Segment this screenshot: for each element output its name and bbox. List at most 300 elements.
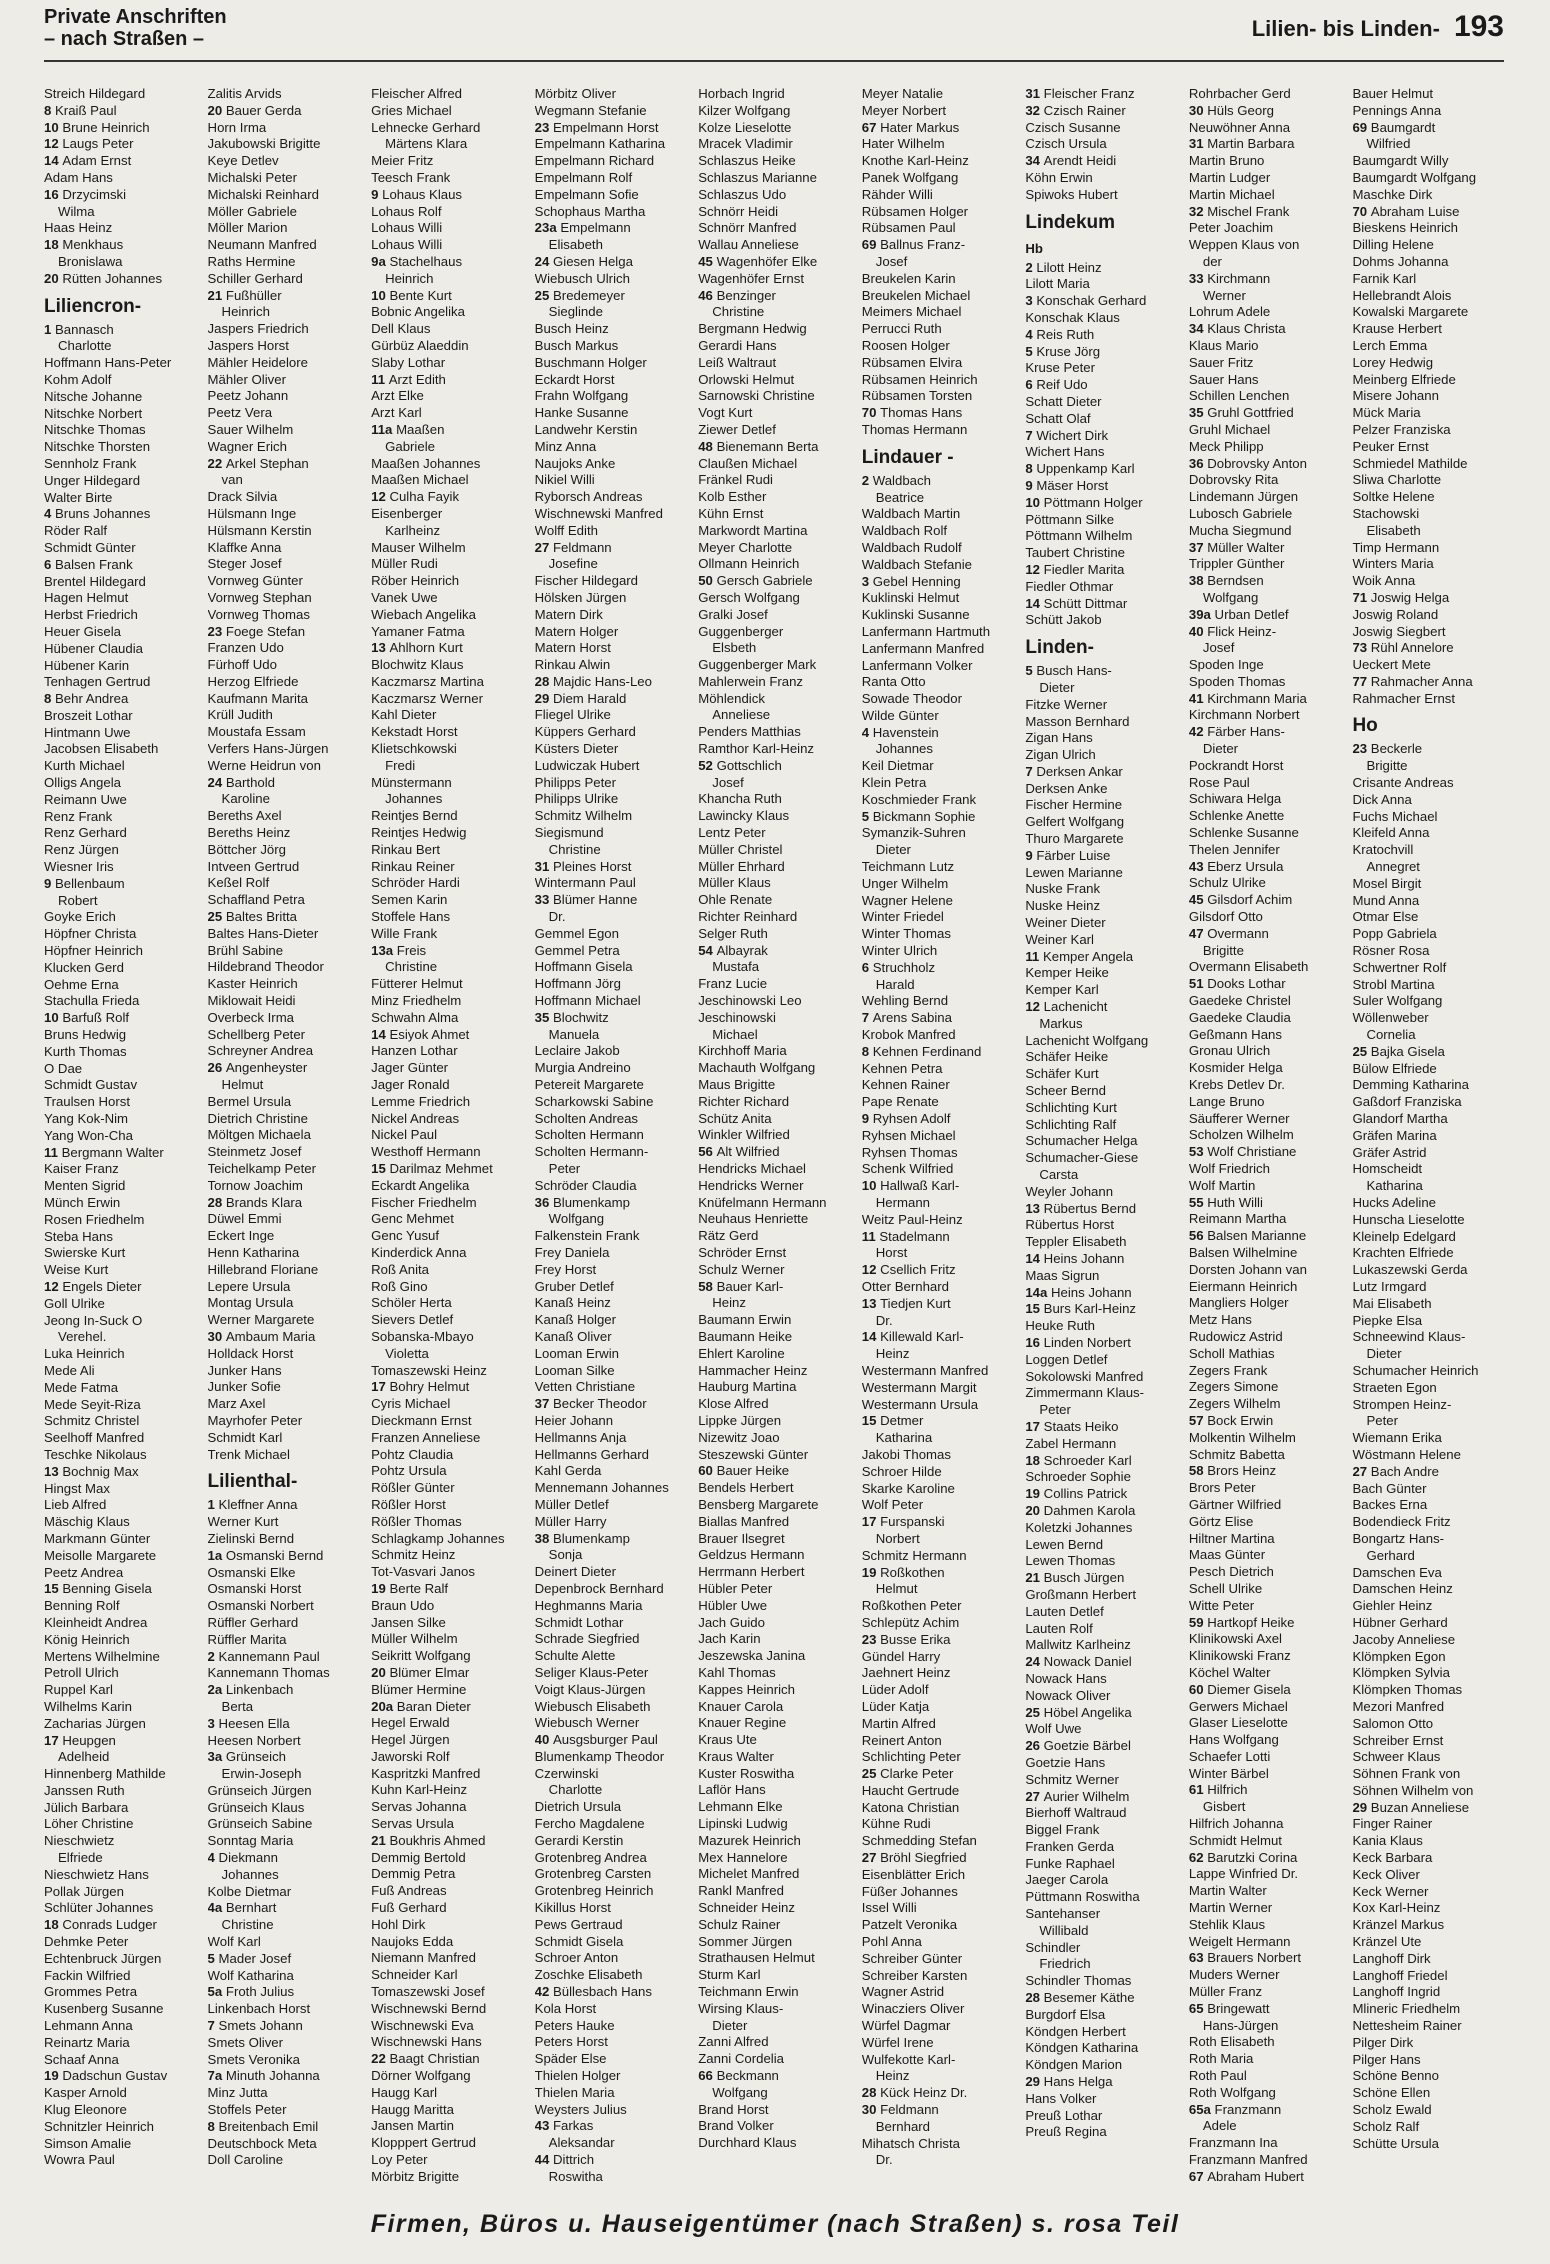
resident-name: Zigan Hans — [1025, 730, 1093, 746]
directory-entry — [1352, 1917, 1504, 1934]
resident-name: Sarnowski Christine — [698, 388, 815, 404]
directory-entry — [1189, 1060, 1341, 1077]
directory-entry — [698, 1178, 850, 1195]
directory-entry — [1189, 791, 1341, 808]
house-number: 19 — [861, 1564, 881, 1580]
resident-name: Lemme Friedrich — [371, 1093, 471, 1109]
directory-entry — [1352, 993, 1504, 1010]
house-number: 8 — [1025, 461, 1037, 477]
resident-name: Dick Anna — [1352, 791, 1412, 807]
resident-name: Würfel Dagmar — [861, 2018, 951, 2034]
directory-entry — [698, 1413, 850, 1430]
resident-name: Osmanski Bernd — [225, 1547, 324, 1563]
house-number: 23a — [534, 220, 561, 236]
house-number: 19 — [44, 2068, 63, 2084]
directory-entry — [535, 976, 687, 993]
directory-entry — [371, 892, 523, 909]
resident-name: Ruppel Karl — [44, 1682, 113, 1698]
resident-name: Dadschun Gustav — [62, 2068, 168, 2084]
directory-entry — [862, 204, 1014, 221]
resident-name: Conrads Ludger — [62, 1917, 157, 1933]
house-number: 9 — [371, 186, 383, 202]
directory-entry — [371, 2085, 523, 2102]
resident-name: Derksen Anke — [1025, 780, 1108, 796]
resident-name: Burs Karl-Heinz — [1043, 1301, 1137, 1317]
resident-name: Markwordt Martina — [698, 522, 808, 538]
resident-name: Unger Wilhelm — [861, 875, 949, 891]
directory-entry — [1352, 1632, 1504, 1649]
directory-entry — [208, 573, 360, 590]
directory-entry — [371, 1631, 523, 1648]
resident-name: Waldbach Stefanie — [861, 556, 972, 572]
directory-entry — [44, 876, 196, 893]
directory-entry — [535, 1463, 687, 1480]
resident-name: Brühl Sabine — [207, 942, 284, 958]
directory-entry — [1189, 657, 1341, 674]
resident-name: Matern Horst — [534, 640, 611, 656]
resident-name: Busse Erika — [880, 1631, 951, 1647]
directory-entry — [208, 1245, 360, 1262]
directory-entry — [862, 674, 1014, 691]
resident-name: Siegismund — [534, 825, 604, 841]
resident-name: Aurier Wilhelm — [1043, 1788, 1130, 1804]
resident-name: Ohle Renate — [698, 892, 773, 908]
resident-name: Gersch Wolfgang — [698, 589, 800, 605]
house-number: 25 — [1352, 1043, 1371, 1059]
directory-entry — [535, 724, 687, 741]
directory-entry — [698, 506, 850, 523]
resident-name: Jeschinowski — [698, 1009, 776, 1025]
directory-entry — [1352, 2035, 1504, 2052]
resident-name: Durchhard Klaus — [698, 2135, 797, 2151]
resident-name: Preuß Lothar — [1025, 2107, 1103, 2123]
resident-name: Overmann Elisabeth — [1188, 959, 1309, 975]
resident-name: Waldbach Martin — [861, 506, 961, 522]
resident-name: Jach Karin — [698, 1631, 761, 1647]
directory-entry — [1189, 2068, 1341, 2085]
resident-name: Jager Günter — [371, 1060, 449, 1076]
resident-name: Lindemann Jürgen — [1188, 489, 1299, 505]
directory-entry — [698, 1463, 850, 1480]
resident-name: Eckert Inge — [207, 1228, 275, 1244]
directory-entry — [1189, 1900, 1341, 1917]
resident-name: Keck Barbara — [1352, 1850, 1433, 1866]
resident-name: Köchel Walter — [1188, 1664, 1271, 1680]
resident-name: Mischel Frank — [1207, 203, 1290, 219]
resident-name: Peetz Vera — [207, 405, 273, 421]
house-number: 15 — [44, 1581, 63, 1597]
resident-name: Fränkel Rudi — [698, 472, 773, 488]
directory-entry — [371, 1161, 523, 1178]
resident-name: Naujoks Anke — [534, 455, 616, 471]
directory-entry — [1025, 528, 1177, 545]
house-number: 26 — [1025, 1738, 1044, 1754]
resident-name: Lohrum Adele — [1188, 304, 1271, 320]
directory-entry — [1189, 1816, 1341, 1833]
resident-name: Empelmann Horst — [553, 119, 659, 135]
resident-name: Mede Ali — [44, 1362, 95, 1378]
resident-name: Zigan Ulrich — [1025, 747, 1096, 763]
house-number: 21 — [207, 287, 226, 303]
directory-entry — [698, 1749, 850, 1766]
resident-name: Hegel Erwald — [371, 1715, 450, 1731]
house-number: 2a — [207, 1682, 226, 1698]
directory-entry — [1025, 1520, 1177, 1537]
entry-continuation: Peter — [548, 1161, 581, 1176]
house-number: 12 — [44, 1278, 63, 1294]
directory-entry — [1189, 405, 1341, 422]
directory-entry — [208, 439, 360, 456]
resident-name: Eberz Ursula — [1207, 858, 1284, 874]
resident-name: Diemer Gisela — [1207, 1681, 1291, 1697]
directory-entry — [1025, 714, 1177, 731]
directory-entry — [698, 1195, 850, 1212]
resident-name: Falkenstein Frank — [534, 1228, 640, 1244]
resident-name: Adam Ernst — [62, 153, 132, 169]
resident-name: Leiß Waltraut — [698, 354, 777, 370]
directory-entry — [1025, 1906, 1177, 1923]
resident-name: Jaworski Rolf — [371, 1748, 450, 1764]
directory-entry — [44, 1783, 196, 1800]
directory-entry — [44, 1380, 196, 1397]
resident-name: Diekmann — [218, 1850, 278, 1866]
resident-name: Heghmanns Maria — [534, 1597, 643, 1613]
resident-name: Bajka Gisela — [1370, 1043, 1445, 1059]
resident-name: Markmann Günter — [44, 1530, 151, 1546]
directory-entry — [862, 926, 1014, 943]
directory-entry — [208, 237, 360, 254]
resident-name: Schmitz Werner — [1025, 1771, 1119, 1787]
directory-entry — [208, 2052, 360, 2069]
directory-entry — [862, 574, 1014, 591]
resident-name: Biggel Frank — [1025, 1822, 1100, 1838]
directory-entry — [698, 1111, 850, 1128]
resident-name: Pöttmann Holger — [1043, 494, 1143, 510]
resident-name: Schlaszus Marianne — [698, 169, 817, 185]
house-number: 38 — [534, 1530, 553, 1546]
resident-name: Münstermann — [371, 774, 452, 790]
directory-entry — [44, 1766, 196, 1783]
directory-entry — [371, 2152, 523, 2169]
resident-name: Müller Walter — [1207, 539, 1285, 555]
directory-entry — [44, 2018, 196, 2035]
directory-entry — [1189, 1699, 1341, 1716]
resident-name: Horbach Ingrid — [698, 86, 785, 101]
resident-name: Hegel Jürgen — [371, 1732, 450, 1748]
directory-entry — [371, 2034, 523, 2051]
resident-name: Schneider Heinz — [698, 1900, 795, 1916]
directory-entry — [535, 1682, 687, 1699]
directory-entry — [208, 1984, 360, 2001]
directory-entry — [1189, 489, 1341, 506]
resident-name: Hanke Susanne — [534, 405, 629, 421]
resident-name: Schreyner Andrea — [207, 1043, 314, 1059]
resident-name: Kola Horst — [534, 2000, 597, 2016]
resident-name: Knothe Karl-Heinz — [861, 153, 969, 169]
directory-entry — [862, 1598, 1014, 1615]
resident-name: Lieb Alfred — [44, 1497, 107, 1513]
directory-entry — [1352, 1212, 1504, 1229]
resident-name: Bach Günter — [1352, 1480, 1427, 1496]
resident-name: Baumgardt — [1370, 119, 1436, 135]
directory-entry — [1352, 1951, 1504, 1968]
entry-continuation: Elsbeth — [712, 640, 757, 656]
resident-name: Mörbitz Brigitte — [371, 2168, 460, 2184]
directory-entry — [208, 1279, 360, 1296]
directory-entry — [862, 1397, 1014, 1414]
directory-entry — [1025, 848, 1177, 865]
directory-entry — [535, 1262, 687, 1279]
resident-name: Huth Willi — [1207, 1194, 1263, 1210]
resident-name: Schaefer Lotti — [1188, 1748, 1271, 1764]
directory-entry — [44, 1094, 196, 1111]
directory-entry — [371, 187, 523, 204]
directory-entry — [44, 1178, 196, 1195]
directory-entry — [371, 1295, 523, 1312]
resident-name: Streich Hildegard — [44, 86, 146, 101]
directory-entry — [535, 1178, 687, 1195]
house-number: 29 — [534, 690, 553, 706]
column-2 — [208, 86, 360, 2196]
resident-name: Hucks Adeline — [1352, 1195, 1437, 1210]
house-number: 37 — [534, 1396, 553, 1412]
resident-name: Rübsamen Heinrich — [861, 371, 978, 387]
directory-entry — [698, 842, 850, 859]
resident-name: Winkler Wilfried — [698, 1127, 790, 1143]
resident-name: Woik Anna — [1352, 573, 1416, 589]
resident-name: Miklowait Heidi — [207, 993, 296, 1009]
directory-entry — [208, 926, 360, 943]
directory-entry — [1189, 2169, 1341, 2186]
directory-entry — [698, 1615, 850, 1632]
house-number: 7 — [1025, 763, 1037, 779]
directory-entry — [862, 876, 1014, 893]
directory-entry — [535, 741, 687, 758]
resident-name: Werne Heidrun von — [207, 757, 321, 773]
house-number: 52 — [698, 757, 717, 773]
directory-entry — [371, 607, 523, 624]
resident-name: Bannasch — [55, 321, 114, 337]
directory-entry — [44, 1917, 196, 1934]
directory-entry — [1352, 86, 1504, 103]
directory-entry — [1189, 1917, 1341, 1934]
resident-name: Loggen Detlef — [1025, 1351, 1108, 1367]
resident-name: Baumgardt Willy — [1352, 153, 1449, 169]
resident-name: Heier Johann — [534, 1412, 614, 1428]
resident-name: Rinkau Alwin — [534, 657, 611, 673]
resident-name: Martin Michael — [1188, 186, 1275, 202]
directory-entry — [371, 842, 523, 859]
resident-name: Lehnecke Gerhard — [371, 119, 481, 135]
resident-name: Meinberg Elfriede — [1352, 371, 1456, 387]
directory-entry — [44, 422, 196, 439]
entry-continuation: Dieter — [1039, 679, 1075, 695]
resident-name: Heesen Ella — [218, 1715, 290, 1731]
resident-name: Mertens Wilhelmine — [44, 1648, 160, 1664]
directory-entry — [535, 2001, 687, 2018]
directory-entry — [208, 2152, 360, 2169]
directory-entry — [1189, 775, 1341, 792]
resident-name: Vetten Christiane — [534, 1379, 636, 1395]
directory-entry — [1352, 288, 1504, 305]
entry-continuation: Heinz — [712, 1295, 746, 1311]
directory-entry — [698, 909, 850, 926]
entry-continuation: Christine — [385, 959, 438, 975]
directory-entry — [535, 2018, 687, 2035]
resident-name: Löher Christine — [44, 1816, 134, 1832]
directory-entry — [535, 1732, 687, 1749]
directory-entry — [1189, 1833, 1341, 1850]
entry-continuation: Michael — [712, 1026, 758, 1042]
resident-name: Kosmider Helga — [1188, 1060, 1283, 1076]
directory-entry — [1189, 1883, 1341, 1900]
directory-entry — [44, 1313, 196, 1330]
resident-name: Dooks Lothar — [1207, 976, 1286, 992]
resident-name: Detmer — [880, 1413, 924, 1429]
directory-entry — [535, 1379, 687, 1396]
resident-name: Mück Maria — [1352, 405, 1421, 421]
resident-name: Darilmaz Mehmet — [389, 1161, 493, 1176]
resident-name: Wolff Edith — [534, 522, 598, 538]
directory-entry — [208, 943, 360, 960]
house-number: 69 — [861, 237, 881, 253]
directory-entry — [208, 1144, 360, 1161]
resident-name: Kirchmann Maria — [1207, 690, 1307, 706]
directory-entry — [862, 506, 1014, 523]
resident-name: Wiemann Erika — [1352, 1430, 1442, 1446]
directory-entry — [1352, 1665, 1504, 1682]
resident-name: Schröder Ernst — [698, 1244, 787, 1260]
directory-entry — [862, 187, 1014, 204]
directory-entry — [1352, 691, 1504, 708]
directory-entry — [698, 825, 850, 842]
resident-name: Baumann Heike — [698, 1328, 793, 1344]
directory-entry — [535, 674, 687, 691]
resident-name: Roth Paul — [1188, 2068, 1247, 2084]
resident-name: Joswig Helga — [1370, 589, 1450, 605]
resident-name: Lepere Ursula — [207, 1278, 291, 1294]
directory-entry — [535, 1514, 687, 1531]
directory-entry — [44, 775, 196, 792]
directory-entry — [371, 338, 523, 355]
resident-name: Schnitzler Heinrich — [44, 2118, 154, 2134]
resident-name: Busch Jürgen — [1043, 1570, 1125, 1586]
directory-entry — [44, 1884, 196, 1901]
directory-entry — [1352, 1984, 1504, 2001]
directory-entry — [44, 1010, 196, 1027]
entry-continuation: Peter — [1366, 1413, 1398, 1429]
resident-name: Klömpken Thomas — [1352, 1682, 1463, 1698]
resident-name: Wischnewski Bernd — [371, 2000, 487, 2016]
directory-entry — [1189, 237, 1341, 254]
directory-entry — [44, 1581, 196, 1598]
resident-name: Jakobi Thomas — [861, 1446, 951, 1462]
resident-name: Klopppert Gertrud — [371, 2135, 476, 2151]
directory-entry — [208, 1396, 360, 1413]
house-number: 65a — [1188, 2101, 1215, 2117]
resident-name: Backes Erna — [1352, 1497, 1428, 1513]
resident-name: Froth Julius — [225, 1984, 295, 2000]
resident-name: Zalitis Arvids — [207, 86, 282, 101]
entry-continuation: Charlotte — [548, 1782, 603, 1798]
directory-entry — [371, 304, 523, 321]
entry-continuation: Carsta — [1039, 1167, 1079, 1183]
directory-entry — [1352, 741, 1504, 758]
directory-entry — [1025, 2108, 1177, 2125]
resident-name: Hübler Peter — [698, 1580, 773, 1596]
directory-entry — [208, 1850, 360, 1867]
directory-entry — [1352, 1481, 1504, 1498]
resident-name: Mäschig Klaus — [44, 1514, 130, 1530]
directory-entry — [1189, 271, 1341, 288]
directory-entry — [698, 1682, 850, 1699]
directory-entry — [208, 607, 360, 624]
resident-name: Fliegel Ulrike — [534, 707, 611, 723]
resident-name: Echtenbruck Jürgen — [44, 1950, 162, 1966]
directory-entry — [371, 1950, 523, 1967]
house-number: 8 — [44, 102, 55, 118]
directory-entry — [371, 388, 523, 405]
resident-name: Waldbach Rolf — [861, 523, 948, 539]
resident-name: Weppen Klaus von — [1188, 237, 1300, 253]
directory-entry — [44, 809, 196, 826]
resident-name: Kleffner Anna — [218, 1497, 298, 1513]
resident-name: Winters Maria — [1352, 556, 1434, 572]
directory-entry — [535, 170, 687, 187]
house-number: 28 — [534, 673, 553, 689]
resident-name: Meimers Michael — [861, 304, 962, 320]
resident-name: Blumenkamp — [553, 1530, 630, 1546]
resident-name: Tiedjen Kurt — [880, 1295, 951, 1311]
resident-name: Wowra Paul — [44, 2152, 115, 2168]
directory-entry — [1352, 1447, 1504, 1464]
resident-name: Kleinheidt Andrea — [44, 1614, 148, 1630]
resident-name: Baumgardt Wolfgang — [1352, 169, 1477, 185]
directory-entry — [208, 1598, 360, 1615]
resident-name: Höpfner Christa — [44, 926, 137, 942]
resident-name: Lauten Rolf — [1025, 1620, 1093, 1636]
directory-entry — [862, 909, 1014, 926]
resident-name: Scholl Mathias — [1188, 1345, 1275, 1361]
resident-name: Empelmann Richard — [534, 153, 655, 169]
directory-entry — [535, 388, 687, 405]
resident-name: Reimann Uwe — [44, 791, 127, 807]
resident-name: Köhn Erwin — [1025, 169, 1093, 185]
resident-name: Petroll Ulrich — [44, 1665, 119, 1681]
resident-name: Lappe Winfried Dr. — [1188, 1866, 1299, 1882]
directory-entry — [371, 1010, 523, 1027]
resident-name: Traulsen Horst — [44, 1094, 130, 1110]
resident-name: Fischer Hildegard — [534, 573, 638, 589]
resident-name: Dietrich Ursula — [534, 1799, 622, 1815]
directory-entry — [44, 170, 196, 187]
column-4 — [535, 86, 687, 2196]
house-number: 10 — [44, 119, 63, 135]
directory-entry — [371, 2135, 523, 2152]
directory-entry — [44, 658, 196, 675]
directory-entry — [698, 136, 850, 153]
entry-continuation: Willibald — [1039, 1922, 1089, 1938]
directory-entry — [1025, 120, 1177, 137]
resident-name: Depenbrock Bernhard — [534, 1580, 664, 1596]
resident-name: Schreiber Günter — [861, 1950, 963, 1966]
resident-name: Nuske Frank — [1025, 881, 1101, 897]
directory-entry — [208, 321, 360, 338]
resident-name: Schütz Anita — [698, 1110, 772, 1126]
directory-entry — [208, 170, 360, 187]
resident-name: Koletzki Johannes — [1025, 1519, 1133, 1535]
directory-entry — [208, 624, 360, 641]
